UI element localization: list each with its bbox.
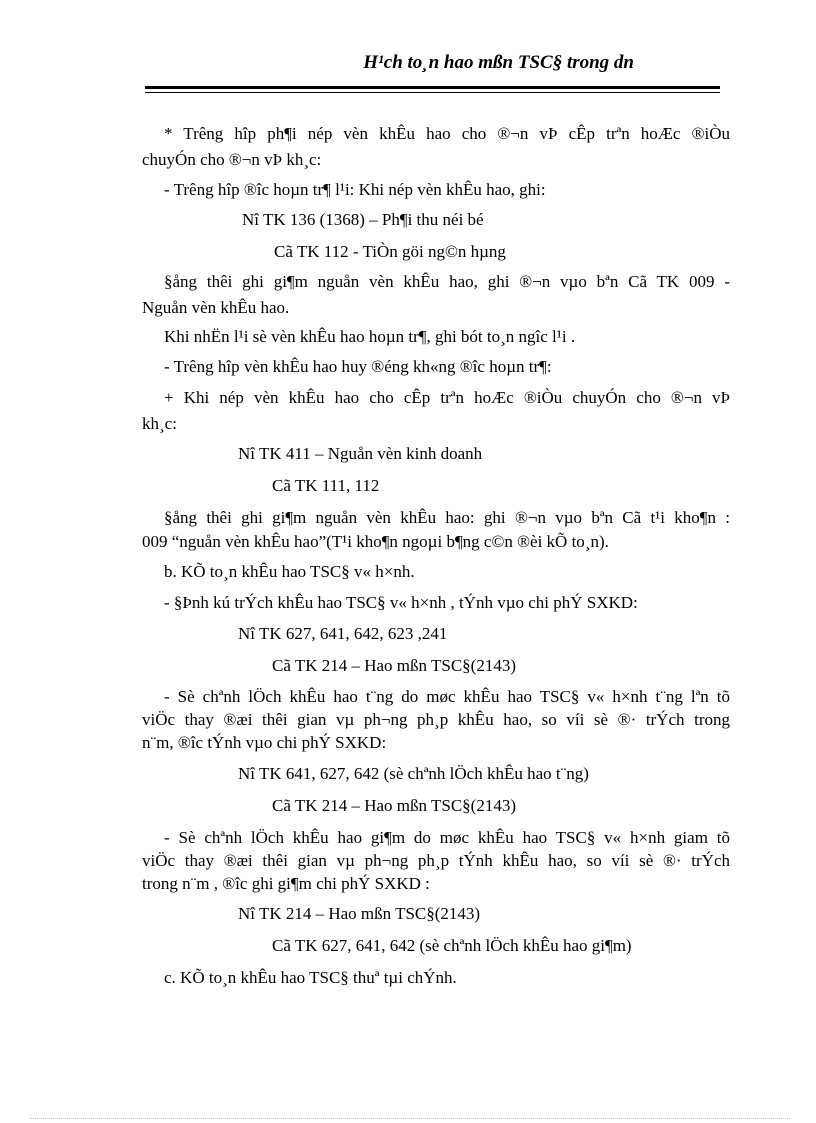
journal-entry-debit: Nî TK 136 (1368) – Ph¶i thu néi bé	[242, 210, 484, 229]
journal-entry-credit: Cã TK 112 - TiÒn göi ng©n hµng	[274, 242, 506, 261]
journal-entry-credit: Cã TK 627, 641, 642 (sè chªnh lÖch khÊu hao gi¶m)	[272, 936, 632, 955]
journal-entry-debit: Nî TK 411 – Nguån vèn kinh doanh	[238, 444, 483, 463]
paragraph-line: - Sè chªnh lÖch khÊu hao t¨ng do møc khÊu hao TSC§ v« h×nh t¨ng lªn tõ	[164, 687, 730, 706]
paragraph-line: n¨m, ®îc tÝnh vµo chi phÝ SXKD:	[142, 733, 387, 752]
paragraph-line: Nguån vèn khÊu hao.	[142, 298, 290, 317]
paragraph-line: Khi nhËn l¹i sè vèn khÊu hao hoµn tr¶, ghi bót to¸n ngîc l¹i .	[164, 327, 576, 346]
paragraph-line: viÖc thay ®æi thêi gian vµ ph¬ng ph¸p khÊu hao, so víi sè ®· trÝch trong	[142, 710, 730, 729]
header-rule-thin	[145, 92, 720, 93]
journal-entry-debit: Nî TK 214 – Hao mßn TSC§(2143)	[238, 904, 481, 923]
paragraph-line: - §Þnh kú trÝch khÊu hao TSC§ v« h×nh , tÝnh vµo chi phÝ SXKD:	[164, 593, 638, 612]
paragraph-line: §ång thêi ghi gi¶m nguån vèn khÊu hao, ghi ®¬n vµo bªn Cã TK 009 -	[164, 272, 730, 291]
section-heading: c. KÕ to¸n khÊu hao TSC§ thuª tµi chÝnh.	[164, 968, 457, 987]
paragraph-line: 009 “nguån vèn khÊu hao”(T¹i kho¶n ngoµi b¶ng c©n ®èi kÕ to¸n).	[142, 532, 609, 551]
journal-entry-credit: Cã TK 214 – Hao mßn TSC§(2143)	[272, 656, 516, 675]
header-rule-thick	[145, 86, 720, 89]
paragraph-line: + Khi nép vèn khÊu hao cho cÊp trªn hoÆc ®iÒu chuyÓn cho ®¬n vÞ	[164, 388, 730, 407]
paragraph-line: kh¸c:	[142, 414, 177, 433]
journal-entry-debit: Nî TK 641, 627, 642 (sè chªnh lÖch khÊu hao t¨ng)	[238, 764, 589, 783]
journal-entry-credit: Cã TK 214 – Hao mßn TSC§(2143)	[272, 796, 516, 815]
paragraph-line: §ång thêi ghi gi¶m nguån vèn khÊu hao: ghi ®¬n vµo bªn Cã t¹i kho¶n :	[164, 508, 730, 527]
paragraph-line: - Trêng hîp ®îc hoµn tr¶ l¹i: Khi nép vèn khÊu hao, ghi:	[164, 180, 546, 199]
paragraph-line: trong n¨m , ®îc ghi gi¶m chi phÝ SXKD :	[142, 874, 430, 893]
paragraph-line: - Sè chªnh lÖch khÊu hao gi¶m do møc khÊu hao TSC§ v« h×nh giam tõ	[164, 828, 730, 847]
journal-entry-debit: Nî TK 627, 641, 642, 623 ,241	[238, 624, 448, 643]
header-title: H¹ch to¸n hao mßn TSC§ trong dn	[363, 52, 634, 73]
page-header	[0, 50, 816, 80]
journal-entry-credit: Cã TK 111, 112	[272, 476, 380, 495]
section-heading: b. KÕ to¸n khÊu hao TSC§ v« h×nh.	[164, 562, 415, 581]
paragraph-line: - Trêng hîp vèn khÊu hao huy ®éng kh«ng ®îc hoµn tr¶:	[164, 357, 552, 376]
page-bottom-border	[30, 1118, 790, 1119]
paragraph-line: viÖc thay ®æi thêi gian vµ ph¬ng ph¸p tÝnh khÊu hao, so víi sè ®· trÝch	[142, 851, 730, 870]
paragraph-line: chuyÓn cho ®¬n vÞ kh¸c:	[142, 150, 322, 169]
paragraph-line: * Trêng hîp ph¶i nép vèn khÊu hao cho ®¬n vÞ cÊp trªn hoÆc ®iÒu	[164, 124, 730, 143]
